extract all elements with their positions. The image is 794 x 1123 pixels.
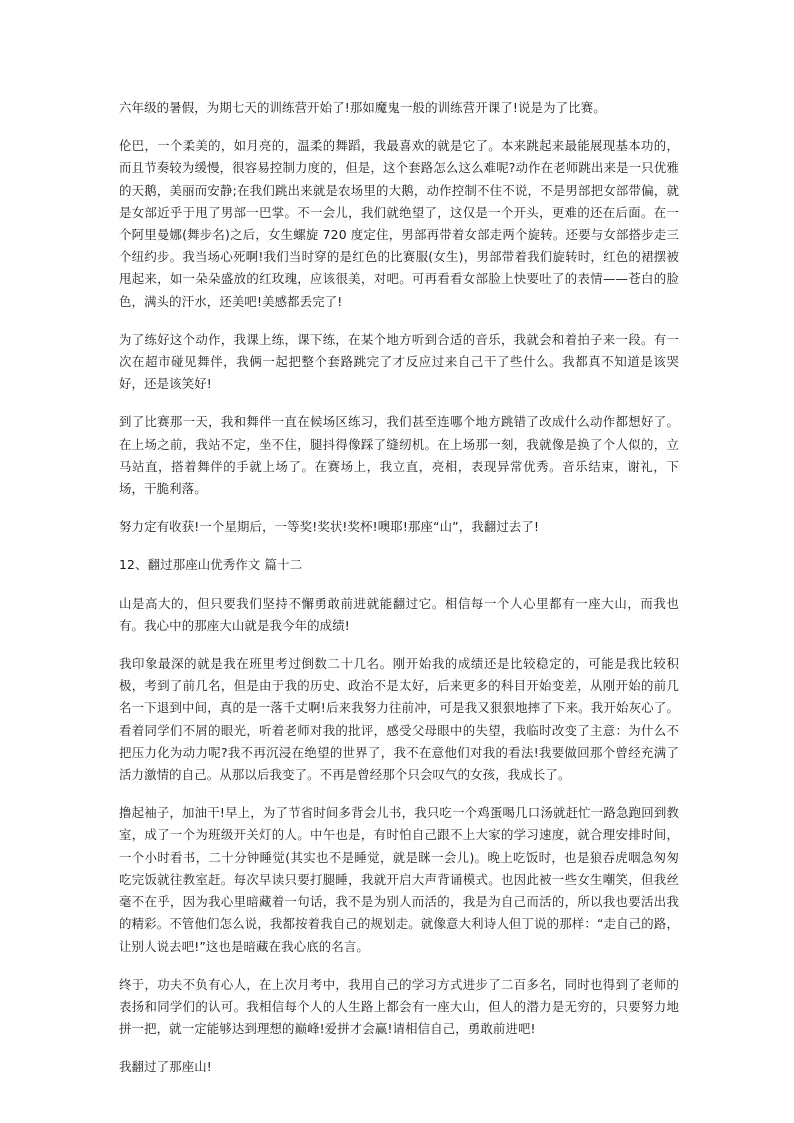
paragraph: 山是高大的，但只要我们坚持不懈勇敢前进就能翻过它。相信每一个人心里都有一座大山，而我也有。我心中的那座大山就是我今年的成绩! xyxy=(119,595,679,633)
section-heading: 12、翻过那座山优秀作文 篇十二 xyxy=(119,557,303,573)
paragraph: 努力定有收获!一个星期后，一等奖!奖状!奖杯!噢耶!那座“山”，我翻过去了! xyxy=(119,519,540,535)
article-body xyxy=(119,97,679,1095)
paragraph: 我翻过了那座山! xyxy=(119,1059,212,1075)
paragraph: 六年级的暑假，为期七天的训练营开始了!那如魔鬼一般的训练营开课了!说是为了比赛。 xyxy=(119,100,606,115)
paragraph: 终于，功夫不负有心人，在上次月考中，我用自己的学习方式进步了二百多名，同时也得到了老师的表扬和同学们的认可。我相信每个人的人生路上都会有一座大山，但人的潜力是无穷的，只要努力地拼一把，就一定能够达到理想的巅峰!爱拼才会赢!请相信自己，勇敢前进吧! xyxy=(119,976,679,1037)
paragraph: 为了练好这个动作，我课上练，课下练，在某个地方听到合适的音乐，我就会和着拍子来一段。有一次在超市碰见舞伴，我俩一起把整个套路跳完了才反应过来自己干了些什么。我都真不知道是该哭好，还是该笑好! xyxy=(119,331,679,392)
paragraph: 撸起袖子，加油干!早上，为了节省时间多背会儿书，我只吃一个鸡蛋喝几口汤就赶忙一路急跑回到教室，成了一个为班级开关灯的人。中午也是，有时怕自己跟不上大家的学习速度，就合理安排时间，一个小时看书，二十分钟睡觉(其实也不是睡觉，就是眯一会儿)。晚上吃饭时，也是狼吞虎咽急匆匆吃完饭就往教室赶。每次早读只要打腿睡，我就开启大声背诵模式。也因此被一些女生嘲笑，但我丝毫不在乎，因为我心里暗藏着一句话，我不是为别人而活的，我是为自己而活的，所以我也要活出我的精彩。不管他们怎么说，我都按着我自己的规划走。就像意大利诗人但丁说的那样：“走自己的路，让别人说去吧!”这也是暗藏在我心底的名言。 xyxy=(119,805,679,954)
paragraph: 我印象最深的就是我在班里考过倒数二十几名。刚开始我的成绩还是比较稳定的，可能是我比较积极，考到了前几名，但是由于我的历史、政治不是太好，后来更多的科目开始变差，从刚开始的前几名一下退到中间，真的是一落千丈啊!后来我努力往前冲，可是我又狠狠地摔了下来。我开始灰心了。看着同学们不屑的眼光，听着老师对我的批评，感受父母眼中的失望，我临时改变了主意：为什么不把压力化为动力呢?我不再沉浸在绝望的世界了，我不在意他们对我的看法!我要做回那个曾经充满了活力激情的自己。从那以后我变了。不再是曾经那个只会叹气的女孩，我成长了。 xyxy=(119,656,679,783)
paragraph: 到了比赛那一天，我和舞伴一直在候场区练习，我们甚至连哪个地方跳错了改成什么动作都想好了。在上场之前，我站不定，坐不住，腿抖得像踩了缝纫机。在上场那一刻，我就像是换了个人似的，立马站直，搭着舞伴的手就上场了。在赛场上，我立直，亮相，表现异常优秀。音乐结束，谢礼，下场，干脆利落。 xyxy=(119,414,679,497)
paragraph: 伦巴，一个柔美的，如月亮的，温柔的舞蹈，我最喜欢的就是它了。本来跳起来最能展现基本功的，而且节奏较为缓慢，很容易控制力度的，但是，这个套路怎么这么难呢?动作在老师跳出来是一只优雅的天鹅，美丽而安静;在我们跳出来就是农场里的大鹅，动作控制不住不说，不是男部把女部带偏，就是女部近乎于甩了男部一巴掌。不一会儿，我们就绝望了，这仅是一个开头，更难的还在后面。在一个阿里曼娜(舞步名)之后，女生螺旋 720 度定住，男部再带着女部走两个旋转。还要与女部搭步走三个纽约步。我当场心死啊!我们当时穿的是红色的比赛服(女生)，男部带着我们旋转时，红色的裙摆被甩起来，如一朵朵盛放的红玫瑰，应该很美，对吧。可再看看女部脸上快要吐了的表情——苍白的脸色，满头的汗水，还美吧!美感都丢完了! xyxy=(119,138,679,309)
